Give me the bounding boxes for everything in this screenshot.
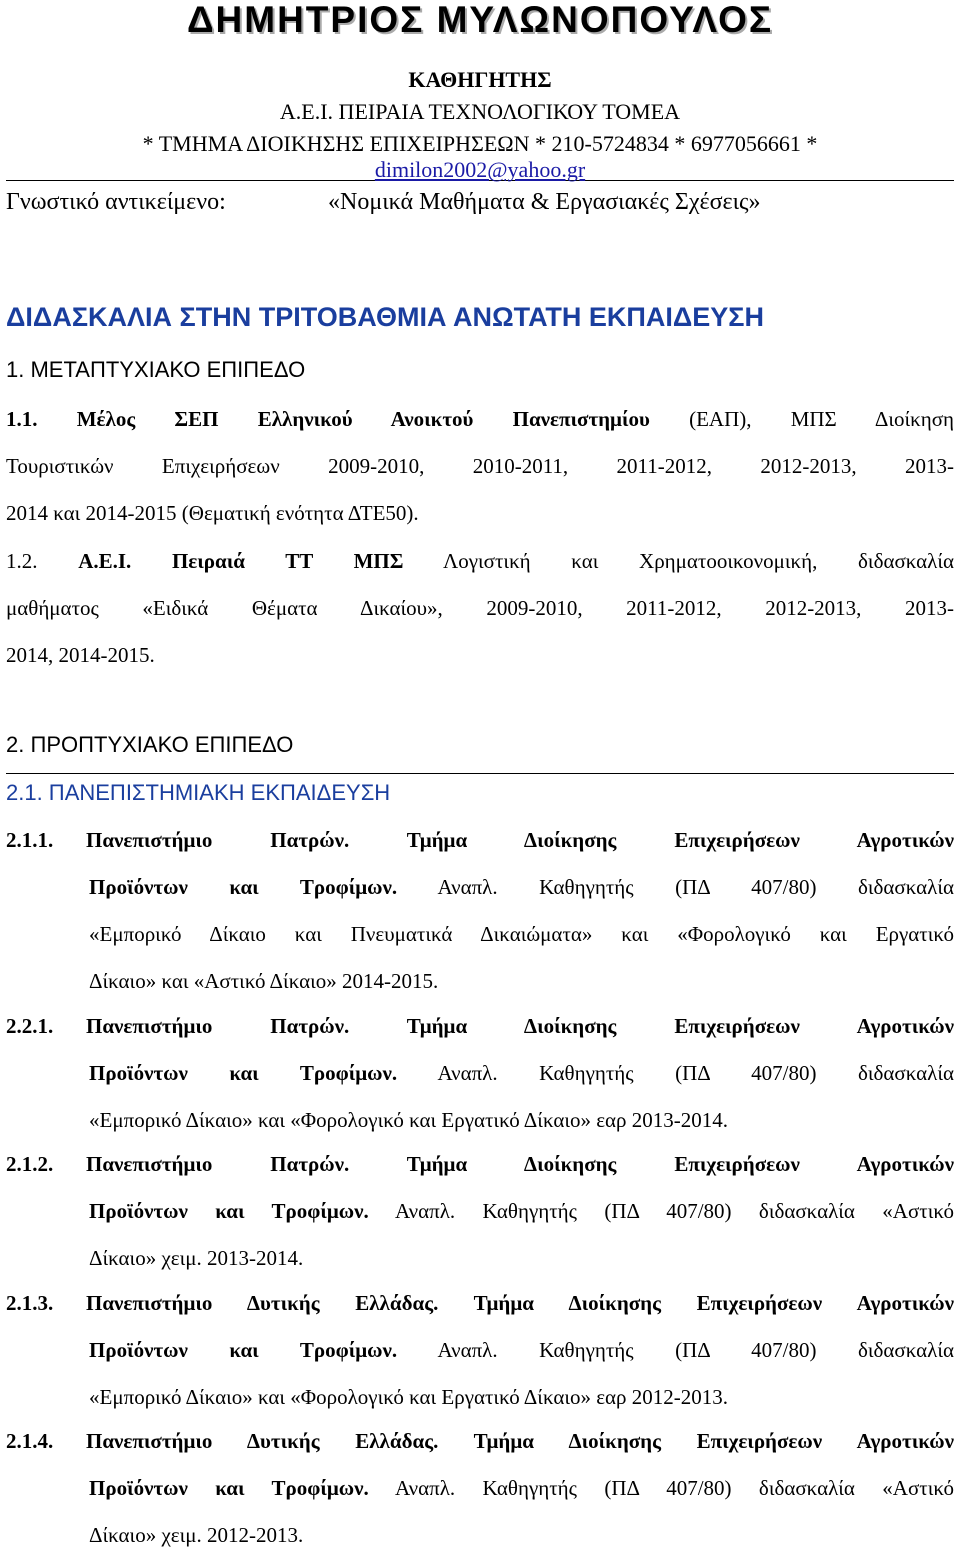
entry-text: Δίκαιο» χειμ. 2013-2014. [89,1246,304,1270]
entry-number: 2.1.2. [6,1152,54,1176]
email-link[interactable]: dimilon2002@yahoo.gr [374,157,586,182]
main-heading: ΔΙΔΑΣΚΑΛΙΑ ΣΤΗΝ ΤΡΙΤΟΒΑΘΜΙΑ ΑΝΩΤΑΤΗ ΕΚΠΑΙΔΕΥΣΗ [6,302,765,332]
entry-bold-text: Προϊόντων και Τροφίμων. [89,1199,369,1223]
entry-bold-text: Πανεπιστήμιο Δυτικής Ελλάδας. Τμήμα Διοίκησης Επιχειρήσεων Αγροτικών [86,1429,954,1453]
entry-number: 2.1.3. [6,1291,54,1315]
entry-text: Αναπλ. Καθηγητής (ΠΔ 407/80) διδασκαλία «Αστικό [395,1199,954,1223]
entry-2-1-3 [6,1280,954,1421]
subject-label: Γνωστικό αντικείμενο: [6,189,226,215]
entry-text: Δίκαιο» και «Αστικό Δίκαιο» 2014-2015. [89,969,439,993]
subject-row [6,181,954,222]
entry-text: Αναπλ. Καθηγητής (ΠΔ 407/80) διδασκαλία [437,1338,954,1362]
entry-text: Λογιστική και Χρηματοοικονομική, διδασκαλία [443,549,955,573]
entry-text: Αναπλ. Καθηγητής (ΠΔ 407/80) διδασκαλία [437,875,954,899]
entry-bold-text: Πανεπιστήμιο Πατρών. Τμήμα Διοίκησης Επιχειρήσεων Αγροτικών [86,1152,954,1176]
entry-bold-text: Πανεπιστήμιο Πατρών. Τμήμα Διοίκησης Επιχειρήσεων Αγροτικών [86,828,954,852]
section1-title: 1. ΜΕΤΑΠΤΥΧΙΑΚΟ ΕΠΙΠΕΔΟ [6,357,306,382]
entry-text: «Εμπορικό Δίκαιο και Πνευματικά Δικαιώματα» και «Φορολογικό και Εργατικό [89,922,954,946]
entry-bold-text: Προϊόντων και Τροφίμων. [89,1061,398,1085]
cv-page [6,0,955,1547]
entry-text: Αναπλ. Καθηγητής (ΠΔ 407/80) διδασκαλία «Αστικό [395,1476,954,1500]
entry-bold-text: Α.Ε.Ι. Πειραιά ΤΤ ΜΠΣ [78,549,404,573]
section2-subtitle: 2.1. ΠΑΝΕΠΙΣΤΗΜΙΑΚΗ ΕΚΠΑΙΔΕΥΣΗ [6,780,391,805]
entry-1-1 [6,396,954,537]
entry-1-2 [6,538,954,679]
position-title: ΚΑΘΗΓΗΤΗΣ [408,67,552,92]
entry-bold-text: Πανεπιστήμιο Δυτικής Ελλάδας. Τμήμα Διοίκησης Επιχειρήσεων Αγροτικών [86,1291,954,1315]
entry-2-1-1 [6,817,954,1005]
subject-value: «Νομικά Μαθήματα & Εργασιακές Σχέσεις» [328,189,761,215]
entry-number: 1.2. [6,549,38,573]
entry-number: 2.1.1. [6,828,54,852]
entry-bold-text: Πανεπιστήμιο Πατρών. Τμήμα Διοίκησης Επιχειρήσεων Αγροτικών [86,1014,954,1038]
entry-text: 2014 και 2014-2015 (Θεματική ενότητα ΔΤΕ50). [6,501,419,525]
section2-divider [6,773,954,774]
entry-text: «Εμπορικό Δίκαιο» και «Φορολογικό και Εργατικό Δίκαιο» εαρ 2013-2014. [89,1108,729,1132]
entry-text: Αναπλ. Καθηγητής (ΠΔ 407/80) διδασκαλία [437,1061,954,1085]
cv-name-title: ΔΗΜΗΤΡΙΟΣ ΜΥΛΩΝΟΠΟΥΛΟΣ [186,0,774,40]
entry-text: «Εμπορικό Δίκαιο» και «Φορολογικό και Εργατικό Δίκαιο» εαρ 2012-2013. [89,1385,729,1409]
entry-number: 2.1.4. [6,1429,54,1453]
entry-number: 1.1. [6,407,38,431]
cv-header-block [6,64,954,180]
section2-title: 2. ΠΡΟΠΤΥΧΙΑΚΟ ΕΠΙΠΕΔΟ [6,732,294,757]
entry-bold-text: Προϊόντων και Τροφίμων. [89,1476,369,1500]
entry-text: (ΕΑΠ), ΜΠΣ Διοίκηση [689,407,955,431]
entry-2-2-1 [6,1003,954,1144]
entry-bold-text: Μέλος ΣΕΠ Ελληνικού Ανοικτού Πανεπιστημίου [76,407,650,431]
entry-text: Δίκαιο» χειμ. 2012-2013. [89,1523,304,1547]
entry-number: 2.2.1. [6,1014,54,1038]
entry-bold-text: Προϊόντων και Τροφίμων. [89,1338,398,1362]
contact-line: * ΤΜΗΜΑ ΔΙΟΙΚΗΣΗΣ ΕΠΙΧΕΙΡΗΣΕΩΝ * 210-5724834 * 6977056661 * [142,131,818,156]
entry-text: Τουριστικών Επιχειρήσεων 2009-2010, 2010-2011, 2011-2012, 2012-2013, 2013- [6,454,954,478]
entry-2-1-4 [6,1418,954,1559]
institution-line: Α.Ε.Ι. ΠΕΙΡΑΙΑ ΤΕΧΝΟΛΟΓΙΚΟΥ ΤΟΜΕΑ [279,99,681,124]
entry-text: μαθήματος «Ειδικά Θέματα Δικαίου», 2009-2010, 2011-2012, 2012-2013, 2013- [6,596,954,620]
entry-2-1-2 [6,1141,954,1282]
entry-bold-text: Προϊόντων και Τροφίμων. [89,875,398,899]
entry-text: 2014, 2014-2015. [6,643,155,667]
